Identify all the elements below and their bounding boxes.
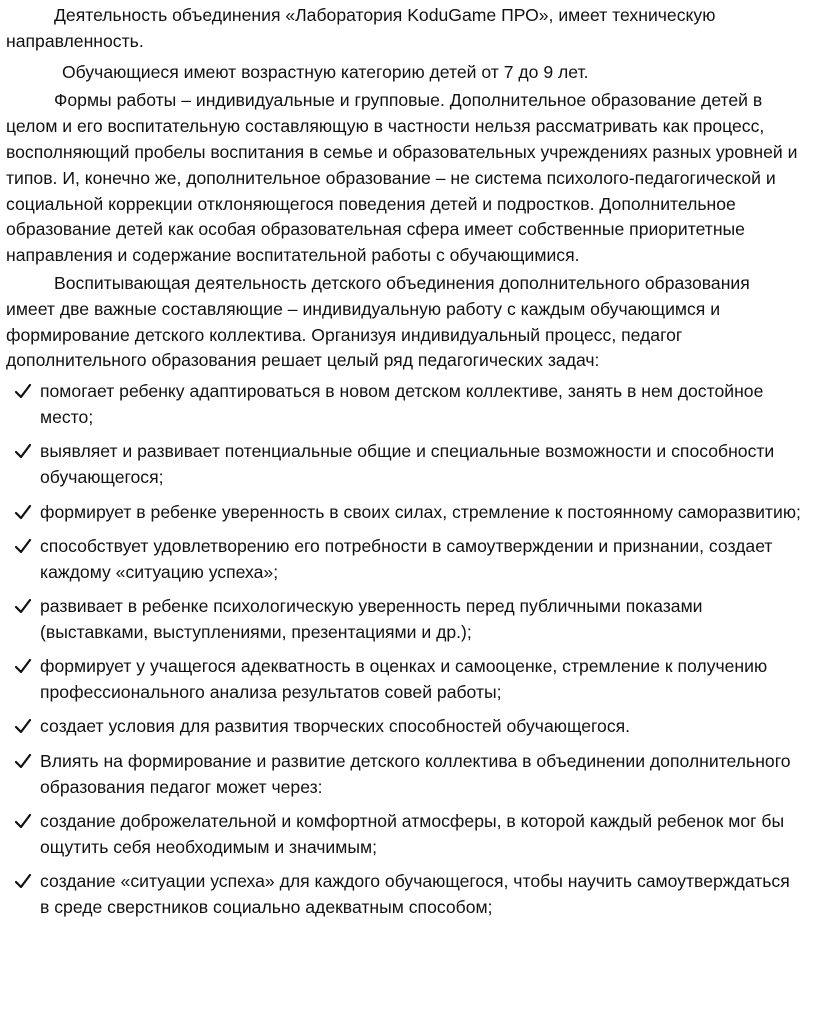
list-item (6, 809, 802, 861)
list-item (6, 749, 802, 801)
list-item (6, 379, 802, 431)
paragraph-educational-activity: Воспитывающая деятельность детского объединения дополнительного образования имеет две важные составляющие – индивидуальную работу с каждым обучающимся и формирование детского коллектива. Организуя индивидуальный процесс, педагог дополнительного образования решает целый ряд педагогических задач: (6, 272, 750, 371)
paragraph-age-category: Обучающиеся имеют возрастную категорию детей от 7 до 9 лет. (62, 61, 589, 82)
checklist (6, 379, 802, 921)
checkmark-icon (14, 537, 32, 555)
list-item (6, 714, 802, 740)
checkmark-icon (14, 503, 32, 521)
list-item (6, 869, 802, 921)
checkmark-icon (14, 812, 32, 830)
checkmark-icon (14, 657, 32, 675)
list-item-text: создание «ситуации успеха» для каждого обучающегося, чтобы научить самоутверждаться в среде сверстников социально адекватным способом; (40, 871, 790, 918)
list-item (6, 654, 802, 706)
list-item-text: помогает ребенку адаптироваться в новом детском коллективе, занять в нем достойное место; (40, 381, 764, 427)
checkmark-icon (14, 597, 32, 615)
list-item-text: формирует в ребенке уверенность в своих силах, стремление к постоянному саморазвитию; (40, 501, 801, 522)
list-item-text: выявляет и развивает потенциальные общие и специальные возможности и способности обучающегося; (40, 441, 775, 488)
list-item (6, 500, 802, 526)
list-item-text: развивает в ребенке психологическую уверенность перед публичными показами (выставками, выступлениями, презентациями и др.); (40, 596, 703, 642)
list-item-text: Влиять на формирование и развитие детского коллектива в объединении дополнительного образования педагог может через: (40, 750, 791, 797)
checkmark-icon (14, 872, 32, 890)
list-item (6, 594, 802, 646)
checkmark-icon (14, 717, 32, 735)
list-item (6, 439, 802, 491)
checkmark-icon (14, 382, 32, 400)
list-item-text: способствует удовлетворению его потребности в самоутверждении и признании, создает каждому «ситуацию успеха»; (40, 535, 773, 582)
paragraph-association-activity: Деятельность объединения «Лаборатория KoduGame ПРО», имеет техническую направленность. (6, 5, 716, 51)
paragraph-work-forms: Формы работы – индивидуальные и групповые. Дополнительное образование детей в целом и его воспитательную составляющую в частности нельзя рассматривать как процесс, восполняющий пробелы воспитания в семье и образовательных учреждениях разных уровней и типов. И, конечно же, дополнительное образование – не система психолого-педагогической и социальной коррекции отклоняющегося поведения детей и подростков. Дополнительное образование детей как особая образовательная сфера имеет собственные приоритетные направления и содержание воспитательной работы с обучающимися. (6, 90, 798, 266)
checkmark-icon (14, 442, 32, 460)
checkmark-icon (14, 752, 32, 770)
list-item-text: создание доброжелательной и комфортной атмосферы, в которой каждый ребенок мог бы ощутить себя необходимым и значимым; (40, 811, 785, 857)
list-item-text: создает условия для развития творческих способностей обучающегося. (40, 716, 631, 737)
list-item-text: формирует у учащегося адекватность в оценках и самооценке, стремление к получению профессионального анализа результатов совей работы; (40, 656, 768, 703)
list-item (6, 534, 802, 586)
